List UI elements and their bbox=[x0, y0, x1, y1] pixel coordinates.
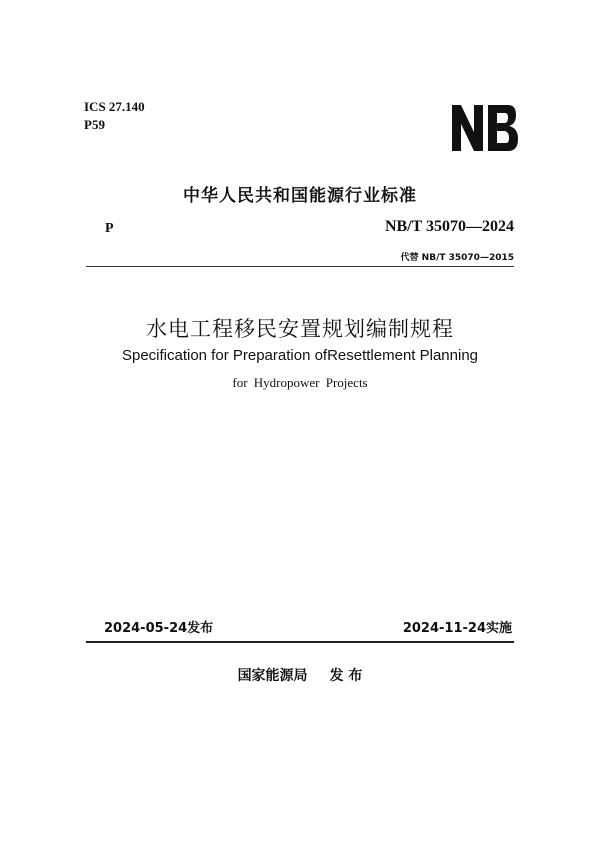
issue-date: 2024-05-24发布 bbox=[104, 621, 214, 636]
title-chinese: 水电工程移民安置规划编制规程 bbox=[146, 317, 454, 341]
replaces-note: 代替 NB/T 35070—2015 bbox=[400, 253, 514, 263]
classification-code: P bbox=[105, 221, 114, 236]
standard-category: 中华人民共和国能源行业标准 bbox=[183, 186, 417, 206]
title-english-line1: Specification for Preparation ofResettlement Planning bbox=[121, 347, 479, 364]
header-divider bbox=[86, 266, 514, 267]
nb-logo bbox=[452, 103, 518, 153]
publisher-line bbox=[0, 665, 600, 685]
ics-code: ICS 27.140 bbox=[84, 99, 145, 114]
ics-block bbox=[84, 98, 145, 134]
title-english-line2: for Hydropower Projects bbox=[232, 375, 368, 390]
ccs-code: P59 bbox=[84, 117, 105, 132]
publisher-name: 国家能源局 bbox=[237, 668, 308, 684]
standard-number: NB/T 35070—2024 bbox=[384, 218, 514, 235]
implementation-date: 2024-11-24实施 bbox=[402, 621, 512, 636]
publisher-action: 发 布 bbox=[329, 668, 363, 684]
footer-divider bbox=[86, 641, 514, 643]
